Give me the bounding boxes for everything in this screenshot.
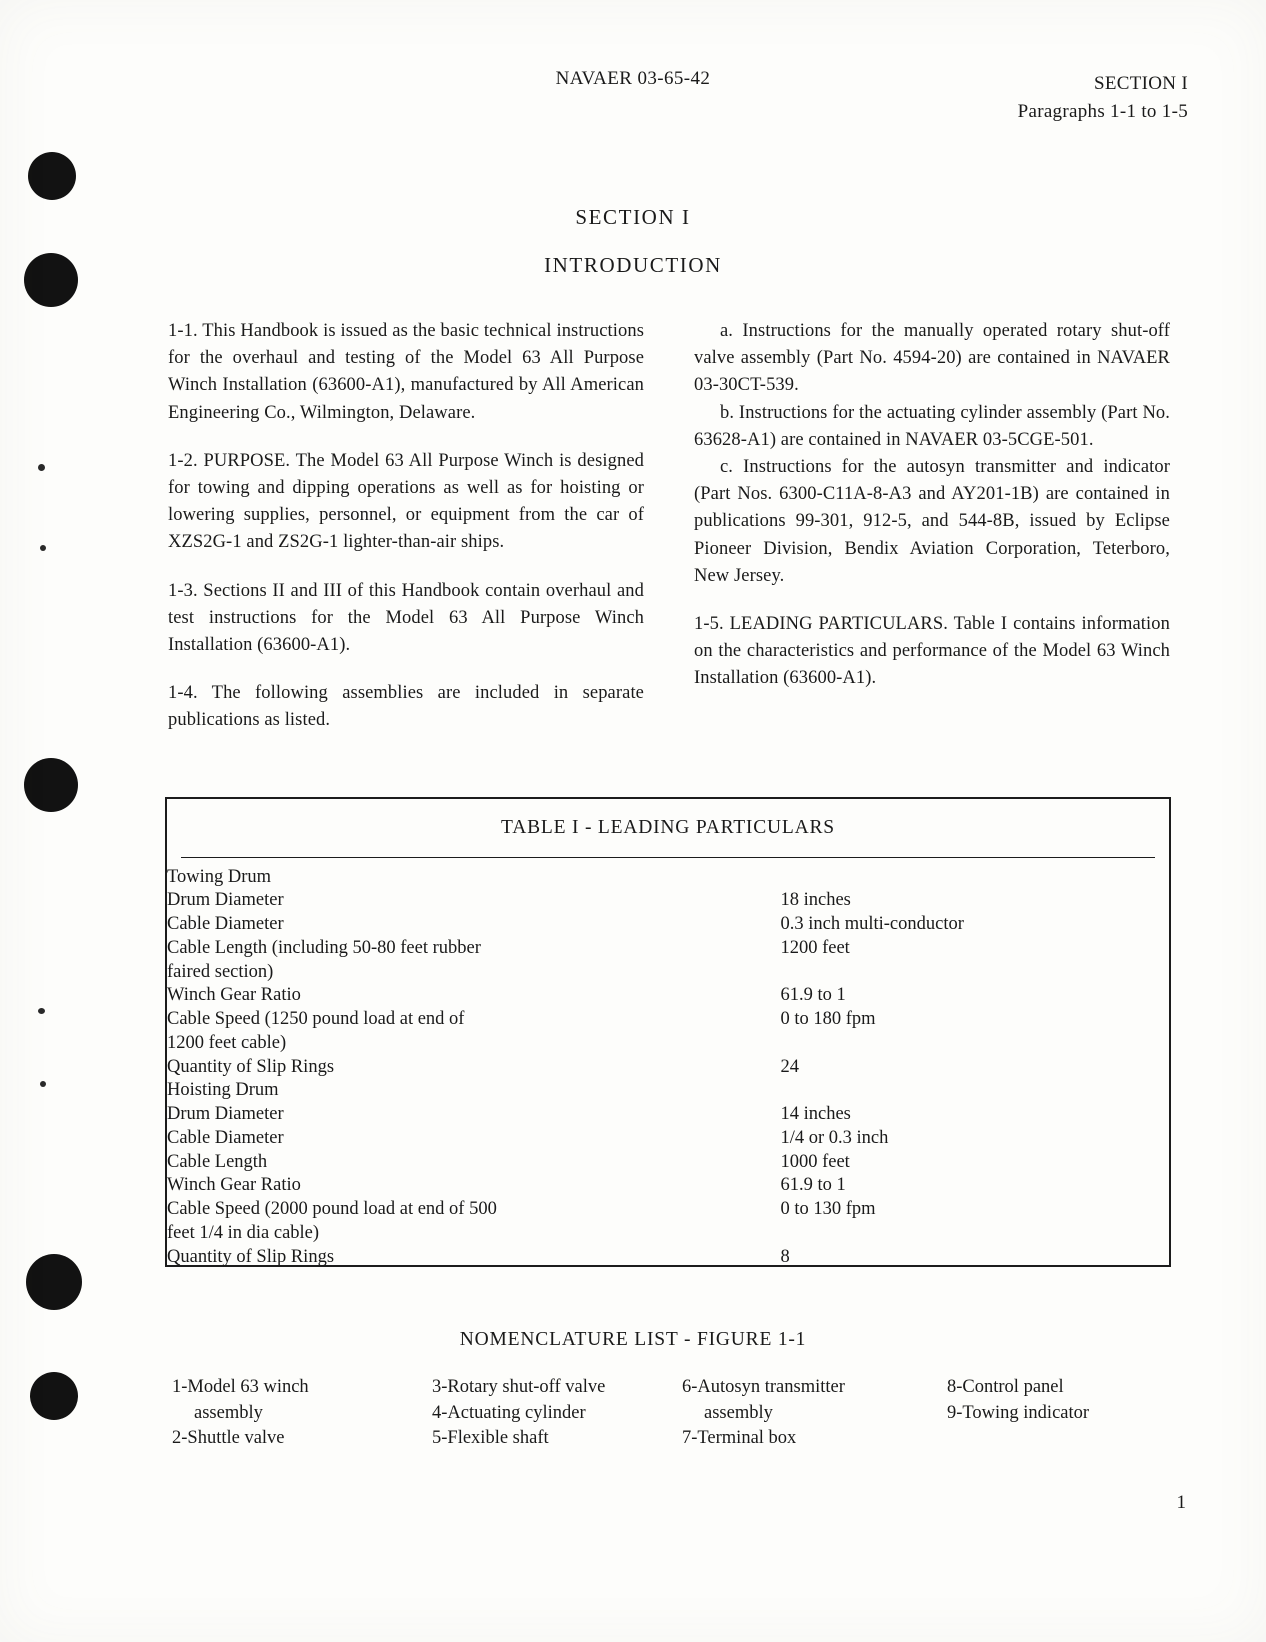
table-cell-label: Towing Drum bbox=[167, 866, 272, 887]
nomenclature-item: 2-Shuttle valve bbox=[172, 1428, 285, 1449]
leading-particulars-table bbox=[165, 797, 1171, 1267]
table-row bbox=[167, 865, 1169, 889]
table-cell-value bbox=[780, 1221, 1169, 1245]
table-cell-value: 0 to 180 fpm bbox=[780, 1009, 876, 1029]
table-cell-value: 1000 feet bbox=[780, 1151, 850, 1172]
table-cell-value: 61.9 to 1 bbox=[780, 985, 846, 1006]
table-cell-label: Drum Diameter bbox=[167, 1104, 284, 1124]
paragraph-1-1: 1-1. This Handbook is issued as the basic technical instructions for the overhaul and testing of the Model 63 All Purpose Winch Installation (63600-A1), manufactured by All American Engineering Co., Wilmington, Delaware. bbox=[168, 321, 644, 423]
table-body bbox=[167, 865, 1169, 1269]
punch-hole bbox=[28, 152, 76, 200]
left-column bbox=[168, 318, 644, 755]
nomenclature-item: 7-Terminal box bbox=[682, 1428, 797, 1449]
table-cell-value: 61.9 to 1 bbox=[780, 1175, 846, 1196]
table-row bbox=[167, 984, 1169, 1008]
margin-speck bbox=[40, 545, 46, 551]
table-row bbox=[167, 936, 1169, 960]
table-cell-label: Cable Speed (2000 pound load at end of 500 bbox=[167, 1199, 497, 1219]
table-row bbox=[167, 1126, 1169, 1150]
table-cell-value: 14 inches bbox=[780, 1104, 851, 1124]
table-cell-label: Drum Diameter bbox=[167, 890, 284, 911]
table-row bbox=[167, 1055, 1169, 1079]
nomenclature-item: 1-Model 63 winch bbox=[172, 1377, 309, 1397]
table-cell-label: Quantity of Slip Rings bbox=[167, 1056, 335, 1077]
nomenclature-column bbox=[172, 1375, 432, 1452]
table-header-divider bbox=[181, 857, 1155, 858]
nomenclature-column bbox=[947, 1375, 1172, 1452]
table-cell-value: 24 bbox=[780, 1056, 799, 1077]
header-paragraph-range: Paragraphs 1-1 to 1-5 bbox=[1017, 100, 1188, 122]
table-cell-value: 18 inches bbox=[780, 890, 851, 911]
nomenclature-item: 9-Towing indicator bbox=[947, 1402, 1090, 1423]
nomenclature-grid bbox=[172, 1375, 1172, 1452]
header-section-label: SECTION I bbox=[1094, 73, 1188, 94]
nomenclature-item-continuation: assembly bbox=[704, 1402, 773, 1423]
table-row bbox=[167, 1031, 1169, 1055]
table-row bbox=[167, 1245, 1169, 1269]
nomenclature-item: 8-Control panel bbox=[947, 1377, 1064, 1397]
paragraph-1-3: 1-3. Sections II and III of this Handbook contain overhaul and test instructions for the Model 63 All Purpose Winch Installation (63600-A1). bbox=[168, 580, 644, 655]
margin-speck bbox=[40, 1081, 46, 1087]
punch-hole bbox=[26, 1254, 82, 1310]
nomenclature-title: NOMENCLATURE LIST - FIGURE 1-1 bbox=[459, 1329, 807, 1350]
table-row bbox=[167, 1079, 1169, 1103]
table-row bbox=[167, 1198, 1169, 1222]
paragraph-b: b. Instructions for the actuating cylinder assembly (Part No. 63628-A1) are contained in NAVAER 03-5CGE-501. bbox=[694, 402, 1170, 450]
table-cell-value: 1200 feet bbox=[780, 937, 850, 958]
margin-speck bbox=[38, 1008, 45, 1014]
table-cell-label: faired section) bbox=[167, 961, 274, 982]
paragraph-1-2: 1-2. PURPOSE. The Model 63 All Purpose Winch is designed for towing and dipping operations as well as for hoisting or lowering supplies, personnel, or equipment from the car of XZS2G-1 and ZS2G-1 lighter-than-air ships. bbox=[168, 450, 644, 553]
paragraph-1-5: 1-5. LEADING PARTICULARS. Table I contains information on the characteristics and performance of the Model 63 Winch Installation (63600-A1). bbox=[694, 613, 1170, 689]
page-title-introduction: INTRODUCTION bbox=[544, 253, 722, 277]
table-row bbox=[167, 1103, 1169, 1127]
table-cell-value bbox=[780, 1079, 1169, 1103]
table-cell-label: Winch Gear Ratio bbox=[167, 1175, 301, 1196]
table-cell-label: Winch Gear Ratio bbox=[167, 985, 301, 1006]
table-cell-label: Cable Speed (1250 pound load at end of bbox=[167, 1009, 465, 1029]
table-row bbox=[167, 1174, 1169, 1198]
page-title-section: SECTION I bbox=[575, 205, 691, 229]
header-section-block bbox=[1018, 70, 1188, 125]
table-cell-label: Quantity of Slip Rings bbox=[167, 1246, 335, 1267]
margin-speck bbox=[38, 464, 45, 471]
punch-hole bbox=[24, 758, 78, 812]
table-cell-label: Cable Length bbox=[167, 1151, 268, 1172]
header-document-number: NAVAER 03-65-42 bbox=[555, 68, 711, 89]
table-cell-label: Cable Length (including 50-80 feet rubber bbox=[167, 937, 481, 958]
paragraph-1-4: 1-4. The following assemblies are included in separate publications as listed. bbox=[168, 683, 644, 731]
table-cell-value: 0.3 inch multi-conductor bbox=[780, 914, 964, 934]
table-row bbox=[167, 889, 1169, 913]
table-row bbox=[167, 960, 1169, 984]
page-number: 1 bbox=[1176, 1492, 1186, 1513]
table-title: TABLE I - LEADING PARTICULARS bbox=[501, 817, 835, 838]
table-cell-label: Cable Diameter bbox=[167, 914, 284, 934]
right-column bbox=[694, 318, 1170, 755]
table-cell-label: 1200 feet cable) bbox=[167, 1032, 287, 1053]
paragraph-c: c. Instructions for the autosyn transmitter and indicator (Part Nos. 6300-C11A-8-A3 and AY201-1B) are contained in publications 99-301, 912-5, and 544-8B, issued by Eclipse Pioneer Division, Bendix Aviation Corporation, Teterboro, New Jersey. bbox=[694, 456, 1170, 586]
table-row bbox=[167, 1221, 1169, 1245]
table-cell-label: Hoisting Drum bbox=[167, 1080, 279, 1101]
table-cell-value bbox=[780, 960, 1169, 984]
nomenclature-column bbox=[432, 1375, 682, 1452]
table-row bbox=[167, 1008, 1169, 1032]
table-row bbox=[167, 913, 1169, 937]
paragraph-a: a. Instructions for the manually operated rotary shut-off valve assembly (Part No. 4594-20) are contained in NAVAER 03-30CT-539. bbox=[694, 321, 1170, 396]
nomenclature-item: 6-Autosyn transmitter bbox=[682, 1377, 845, 1397]
table-cell-value: 0 to 130 fpm bbox=[780, 1199, 876, 1219]
nomenclature-item: 5-Flexible shaft bbox=[432, 1428, 549, 1449]
nomenclature-item: 4-Actuating cylinder bbox=[432, 1402, 586, 1423]
nomenclature-item: 3-Rotary shut-off valve bbox=[432, 1377, 606, 1397]
nomenclature-item-continuation: assembly bbox=[194, 1402, 263, 1423]
punch-hole bbox=[30, 1372, 78, 1420]
table-cell-value bbox=[780, 865, 1169, 889]
table-cell-value bbox=[780, 1031, 1169, 1055]
table-cell-label: Cable Diameter bbox=[167, 1127, 284, 1148]
table-row bbox=[167, 1150, 1169, 1174]
nomenclature-column bbox=[682, 1375, 947, 1452]
table-cell-value: 1/4 or 0.3 inch bbox=[780, 1127, 889, 1148]
body-columns bbox=[168, 318, 1171, 755]
table-cell-label: feet 1/4 in dia cable) bbox=[167, 1222, 320, 1243]
table-cell-value: 8 bbox=[780, 1246, 790, 1267]
